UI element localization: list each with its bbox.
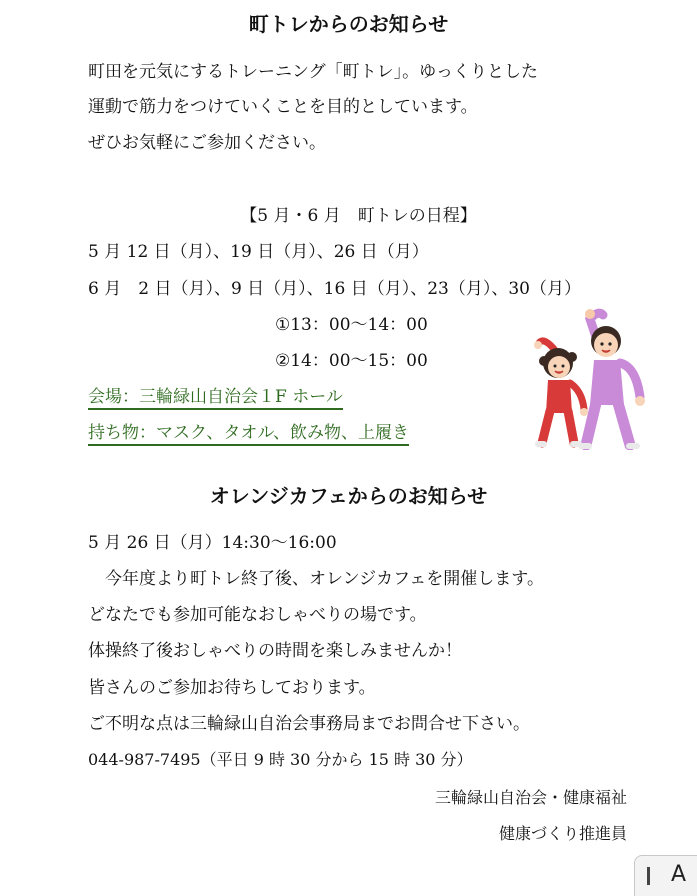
intro-line-2: 運動で筋力をつけていくことを目的としています。 [88, 97, 478, 117]
mother-figure [578, 309, 645, 449]
child-figure [534, 341, 588, 447]
time-slot-1: ①13：00～14：00 [275, 315, 428, 335]
venue-text: 会場：三輪緑山自治会１F ホール [88, 387, 343, 410]
belongings-info [88, 421, 409, 445]
intro-line-1: 町田を元気にするトレーニング「町トレ」。ゆっくりとした [88, 62, 538, 82]
cafe-body-line-5: ご不明な点は三輪緑山自治会事務局までお問合せ下さい。 [88, 714, 530, 734]
signature-org: 三輪緑山自治会・健康福祉 [434, 788, 627, 807]
cafe-date-time: 5 月 26 日（月）14:30～16:00 [88, 533, 337, 553]
intro-line-3: ぜひお気軽にご参加ください。 [88, 133, 326, 153]
signature-dept: 健康づくり推進員 [498, 824, 627, 843]
cafe-body-line-3: 体操終了後おしゃべりの時間を楽しみませんか！ [88, 641, 462, 661]
contact-phone: 044-987-7495（平日 9 時 30 分から 15 時 30 分） [88, 750, 473, 769]
time-slot-2: ②14：00～15：00 [275, 351, 428, 371]
cafe-body-line-1: 今年度より町トレ終了後、オレンジカフェを開催します。 [88, 569, 544, 589]
notice-title-orange-cafe: オレンジカフェからのお知らせ [209, 484, 488, 508]
schedule-dates-june: 6 月 2 日（月）、9 日（月）、16 日（月）、23（月）、30（月） [88, 279, 581, 299]
exercising-illustration [528, 305, 658, 450]
schedule-heading: 【5 月・6 月 町トレの日程】 [240, 206, 477, 226]
ime-mode-char: A [671, 862, 687, 887]
cafe-body-line-2: どなたでも参加可能なおしゃべりの場です。 [88, 605, 427, 625]
ime-mode-icon [647, 867, 650, 885]
notice-title-machitore: 町トレからのお知らせ [248, 12, 449, 36]
schedule-dates-may: 5 月 12 日（月）、19 日（月）、26 日（月） [88, 242, 429, 262]
cafe-body-line-4: 皆さんのご参加お待ちしております。 [88, 678, 376, 698]
venue-info [88, 385, 343, 409]
belongings-text: 持ち物：マスク、タオル、飲み物、上履き [88, 423, 409, 446]
ime-mode-indicator[interactable] [634, 855, 697, 896]
